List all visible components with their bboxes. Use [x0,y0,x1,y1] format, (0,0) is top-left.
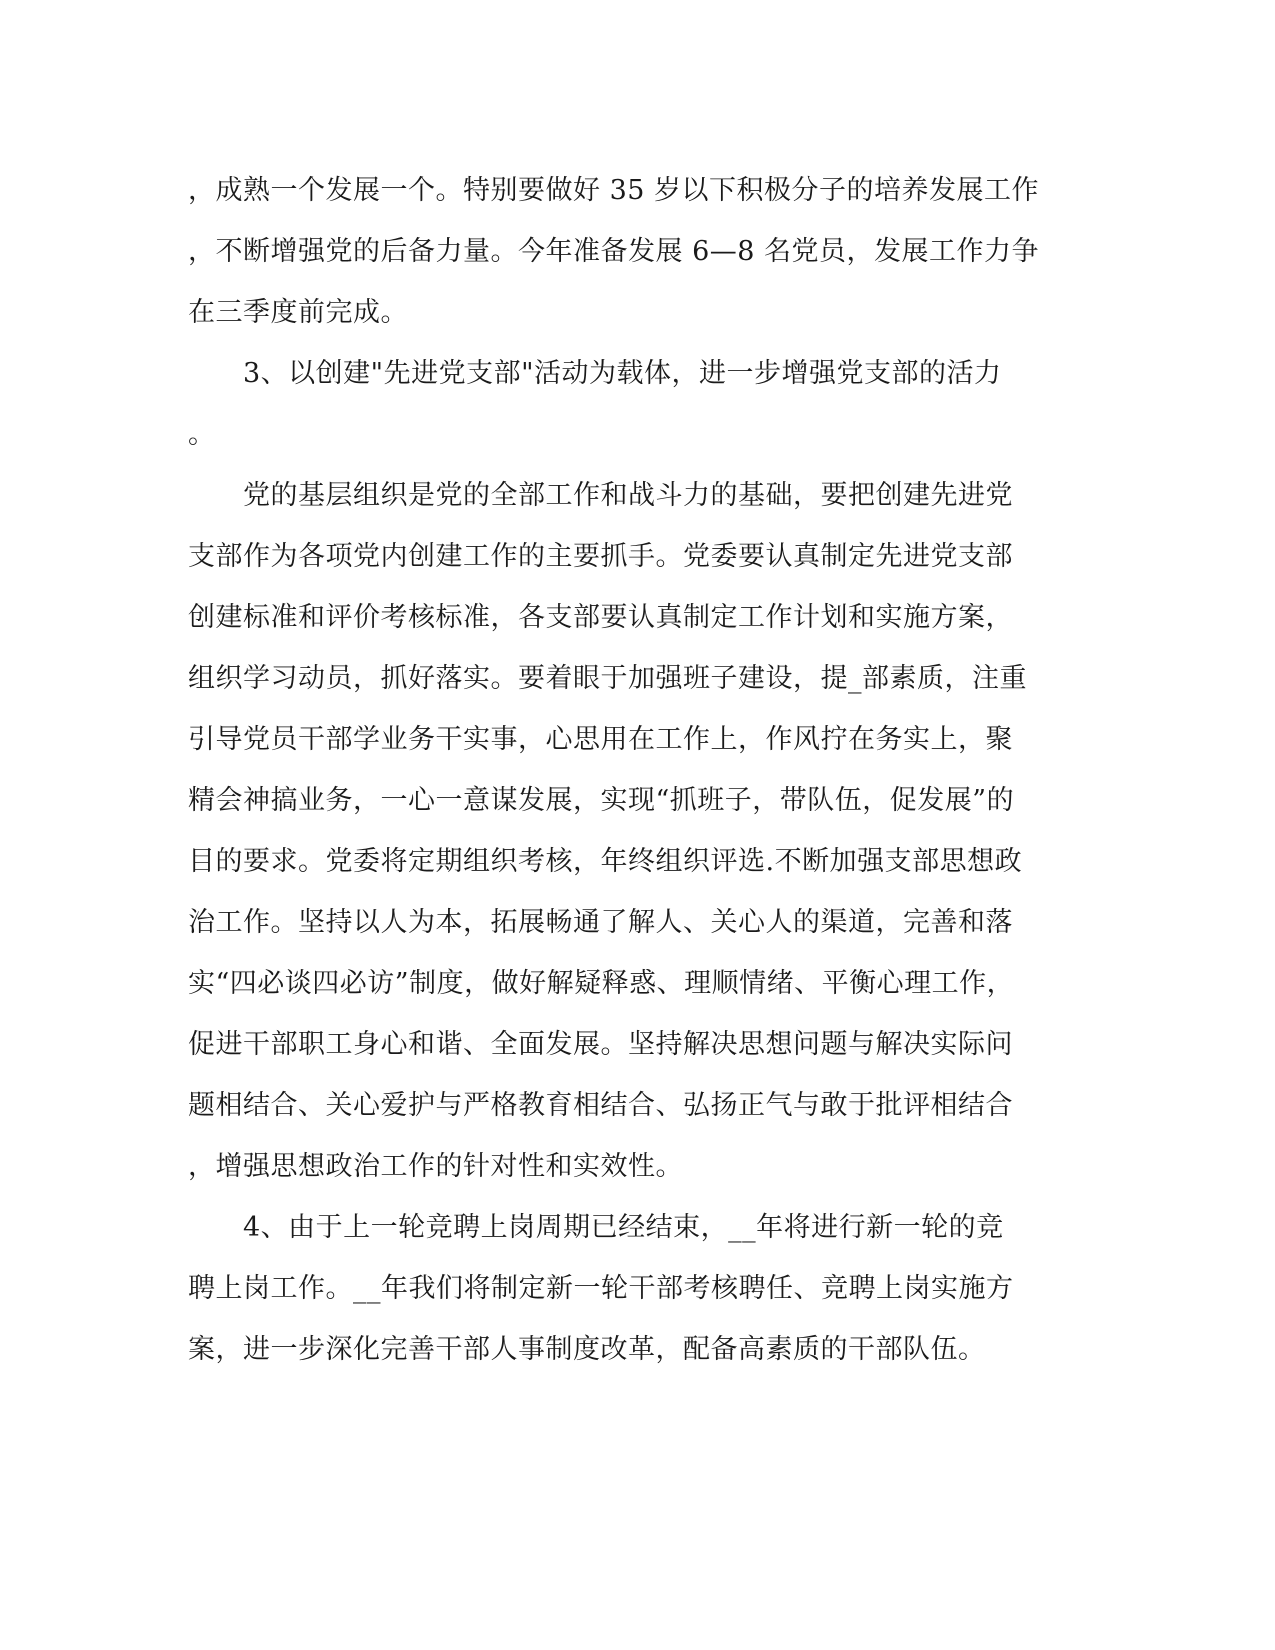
text-line: 聘上岗工作。__年我们将制定新一轮干部考核聘任、竞聘上岗实施方 [188,1273,1014,1304]
text-line: 目的要求。党委将定期组织考核，年终组织评选.不断加强支部思想政 [188,846,1023,877]
text-line: 在三季度前完成。 [188,297,408,328]
text-line: 题相结合、关心爱护与严格教育相结合、弘扬正气与敢于批评相结合 [188,1090,1013,1121]
text-line: 4、由于上一轮竞聘上岗周期已经结束，__年将进行新一轮的竞 [188,1212,1004,1243]
text-line: 案，进一步深化完善干部人事制度改革，配备高素质的干部队伍。 [188,1334,986,1365]
text-line: 支部作为各项党内创建工作的主要抓手。党委要认真制定先进党支部 [188,541,1013,572]
document-body [188,160,1088,1380]
text-line: ，增强思想政治工作的针对性和实效性。 [188,1151,683,1182]
text-line: 促进干部职工身心和谐、全面发展。坚持解决思想问题与解决实际问 [188,1029,1013,1060]
text-line: 精会神搞业务，一心一意谋发展，实现“抓班子，带队伍，促发展”的 [188,785,1015,816]
text-line: 引导党员干部学业务干实事，心思用在工作上，作风拧在务实上，聚 [188,724,1013,755]
text-line: 治工作。坚持以人为本，拓展畅通了解人、关心人的渠道，完善和落 [188,907,1013,938]
text-line: 。 [188,419,216,450]
text-line: ，不断增强党的后备力量。今年准备发展 6—8 名党员，发展工作力争 [188,236,1040,267]
text-line: 组织学习动员，抓好落实。要着眼于加强班子建设，提_部素质，注重 [188,663,1027,694]
text-line: ，成熟一个发展一个。特别要做好 35 岁以下积极分子的培养发展工作 [188,175,1040,206]
text-line: 3、以创建"先进党支部"活动为载体，进一步增强党支部的活力 [188,358,1002,389]
text-line: 实“四必谈四必访”制度，做好解疑释惑、理顺情绪、平衡心理工作， [188,968,1015,999]
text-line: 创建标准和评价考核标准，各支部要认真制定工作计划和实施方案， [188,602,1013,633]
text-line: 党的基层组织是党的全部工作和战斗力的基础，要把创建先进党 [188,480,1013,511]
